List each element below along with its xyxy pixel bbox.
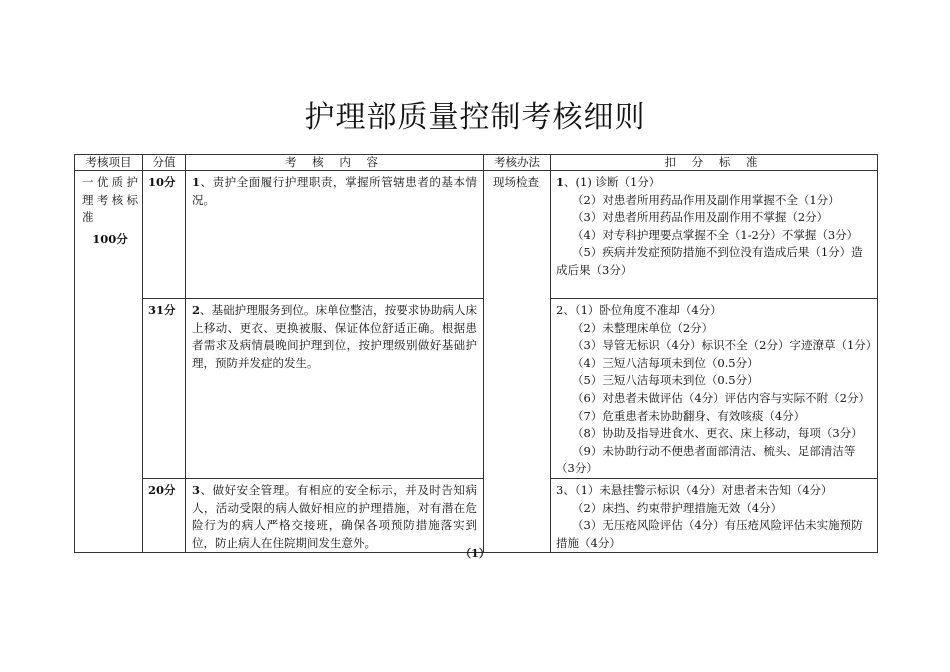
deduction-item: （2）未整理床单位（2分） (572, 320, 714, 335)
category-total: 100分 (92, 231, 128, 246)
score-cell: 31分 (143, 299, 186, 479)
deduction-number: 2 (556, 303, 564, 317)
table-row (75, 299, 878, 479)
content-text: 、责护全面履行护理职责，掌握所管辖患者的基本情况。 (192, 175, 477, 207)
deduction-number: 1 (556, 175, 565, 189)
header-score: 分值 (143, 155, 186, 171)
table-row (75, 171, 878, 299)
score-cell: 20分 (143, 478, 186, 552)
assessment-table (74, 154, 878, 553)
deduction-item: （8）协助及指导进食水、更衣、床上移动，每项（3分） (572, 426, 863, 441)
deduction-item: 3、（1）未悬挂警示标识（4分）对患者未告知（4分） (556, 482, 833, 497)
content-number: 2 (192, 303, 201, 317)
method-cell: 现场检查 (484, 171, 551, 553)
category-name: 一优质护理考核标准 (82, 175, 138, 225)
page-number: （1） (460, 547, 490, 560)
score-cell: 10分 (143, 171, 186, 299)
deduction-item: （2）对患者所用药品作用及副作用掌握不全（1分） (572, 192, 840, 207)
deduction-item: 2、（1）卧位角度不准却（4分） (556, 303, 722, 317)
header-content: 考 核 内 容 (186, 155, 484, 171)
deduction-item: （5）疾病并发症预防措施不到位没有造成后果（1分）造成后果（3分） (556, 245, 863, 277)
deduction-item: （7）危重患者未协助翻身、有效咳痰（4分） (572, 408, 806, 423)
content-cell (186, 478, 484, 552)
deduction-item: （3）对患者所用药品作用及副作用不掌握（2分） (572, 210, 829, 225)
content-text: 、基础护理服务到位。床单位整洁，按要求协助病人床上移动、更衣、更换被服、保证体位舒适正确。根据患者需求及病情晨晚间护理到位，按护理级别做好基础护理，预防并发症的发生。 (192, 303, 477, 370)
deduction-item: （2）床挡、约束带护理措施无效（4分） (572, 500, 783, 515)
deduction-item: （5）三短八洁每项未到位（0.5分） (572, 373, 759, 388)
content-number: 1 (192, 175, 201, 189)
deduction-item: （4）对专科护理要点掌握不全（1-2分）不掌握（3分） (572, 227, 859, 242)
header-method: 考核办法 (484, 155, 551, 171)
deduction-item: （9）未协助行动不便患者面部清洁、梳头、足部清洁等（3分） (556, 443, 856, 476)
deduction-cell (551, 299, 878, 479)
deduction-item: （3）导管无标识（4分）标识不全（2分）字迹潦草（1分） (572, 338, 878, 353)
deduction-number: 3 (556, 482, 564, 497)
deduction-item: 1、(1) 诊断（1分） (556, 175, 661, 189)
deduction-item: （3）无压疮风险评估（4分）有压疮风险评估未实施预防措施（4分） (556, 518, 863, 550)
page-title: 护理部质量控制考核细则 (304, 100, 646, 135)
deduction-item: （6）对患者未做评估（4分）评估内容与实际不附（2分） (572, 390, 870, 405)
deduction-cell (551, 171, 878, 299)
header-deduction: 扣 分 标 准 (551, 155, 878, 171)
table-row (75, 478, 878, 552)
content-cell (186, 171, 484, 299)
content-text: 、做好安全管理。有相应的安全标示，并及时告知病人，活动受限的病人做好相应的护理措施，对有潜在危险行为的病人严格交接班，确保各项预防措施落实到位，防止病人在住院期间发生意外。 (192, 482, 477, 550)
content-cell (186, 299, 484, 479)
table-header-row (75, 155, 878, 171)
category-cell (75, 171, 143, 553)
header-item: 考核项目 (75, 155, 143, 171)
content-number: 3 (192, 482, 201, 497)
deduction-cell (551, 478, 878, 552)
deduction-item: （4）三短八洁每项未到位（0.5分） (572, 355, 759, 370)
